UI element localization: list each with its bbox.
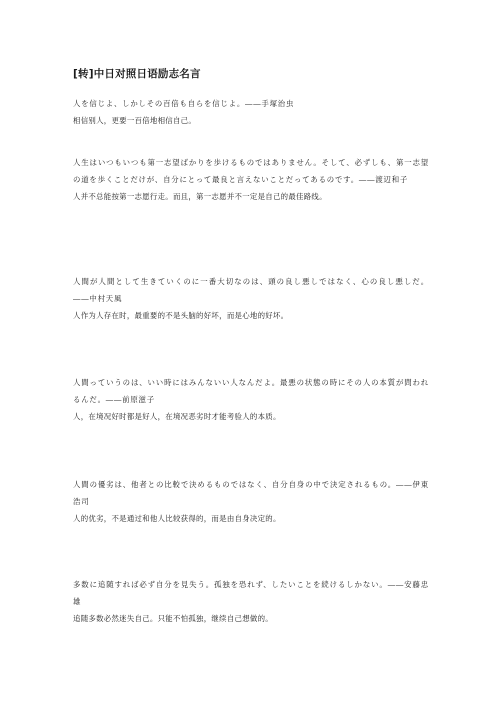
japanese-quote: 人間っていうのは、いい時にはみんないい人なんだよ。最悪の状態の時にその人の本質が問われるんだ。――前原滋子 bbox=[73, 378, 429, 404]
chinese-translation: 人并不总能按第一志愿行走。而且，第一志愿并不一定是自己的最佳路线。 bbox=[73, 192, 327, 201]
document-title: [转]中日对照日语励志名言 bbox=[73, 68, 201, 80]
quote-block bbox=[73, 374, 429, 425]
japanese-quote: 人間の優劣は、他者との比較で決めるものではなく、自分自身の中で決定されるもの。――伊東浩司 bbox=[73, 480, 429, 506]
japanese-quote: 人間が人間として生きていくのに一番大切なのは、頭の良し悪しではなく、心の良し悪しだ。――中村天風 bbox=[73, 277, 429, 303]
japanese-quote: 多数に追随すれば必ず自分を見失う。孤独を恐れず、したいことを続けるしかない。――安藤忠雄 bbox=[73, 580, 429, 606]
quote-block bbox=[73, 154, 429, 205]
quote-block bbox=[73, 95, 429, 129]
chinese-translation: 相信别人，更要一百倍地相信自己。 bbox=[73, 116, 197, 125]
chinese-translation: 人的优劣，不是通过和他人比较获得的，而是由自身决定的。 bbox=[73, 514, 281, 523]
chinese-translation: 人，在境况好时都是好人，在境况恶劣时才能考验人的本质。 bbox=[73, 412, 281, 421]
japanese-quote: 人を信じよ、しかしその百倍も自らを信じよ。――手塚治虫 bbox=[73, 99, 295, 108]
quote-block bbox=[73, 273, 429, 324]
chinese-translation: 追随多数必然迷失自己。只能不怕孤独，继续自己想做的。 bbox=[73, 614, 273, 623]
chinese-translation: 人作为人存在时，最重要的不是头脑的好坏，而是心地的好坏。 bbox=[73, 311, 289, 320]
quote-block bbox=[73, 476, 429, 527]
quote-block bbox=[73, 576, 429, 627]
japanese-quote: 人生はいつもいつも第一志望ばかりを歩けるものではありません。そして、必ずしも、第一志望の道を歩くことだけが、自分にとって最良と言えないことだってあるのです。――渡辺和子 bbox=[73, 158, 429, 184]
